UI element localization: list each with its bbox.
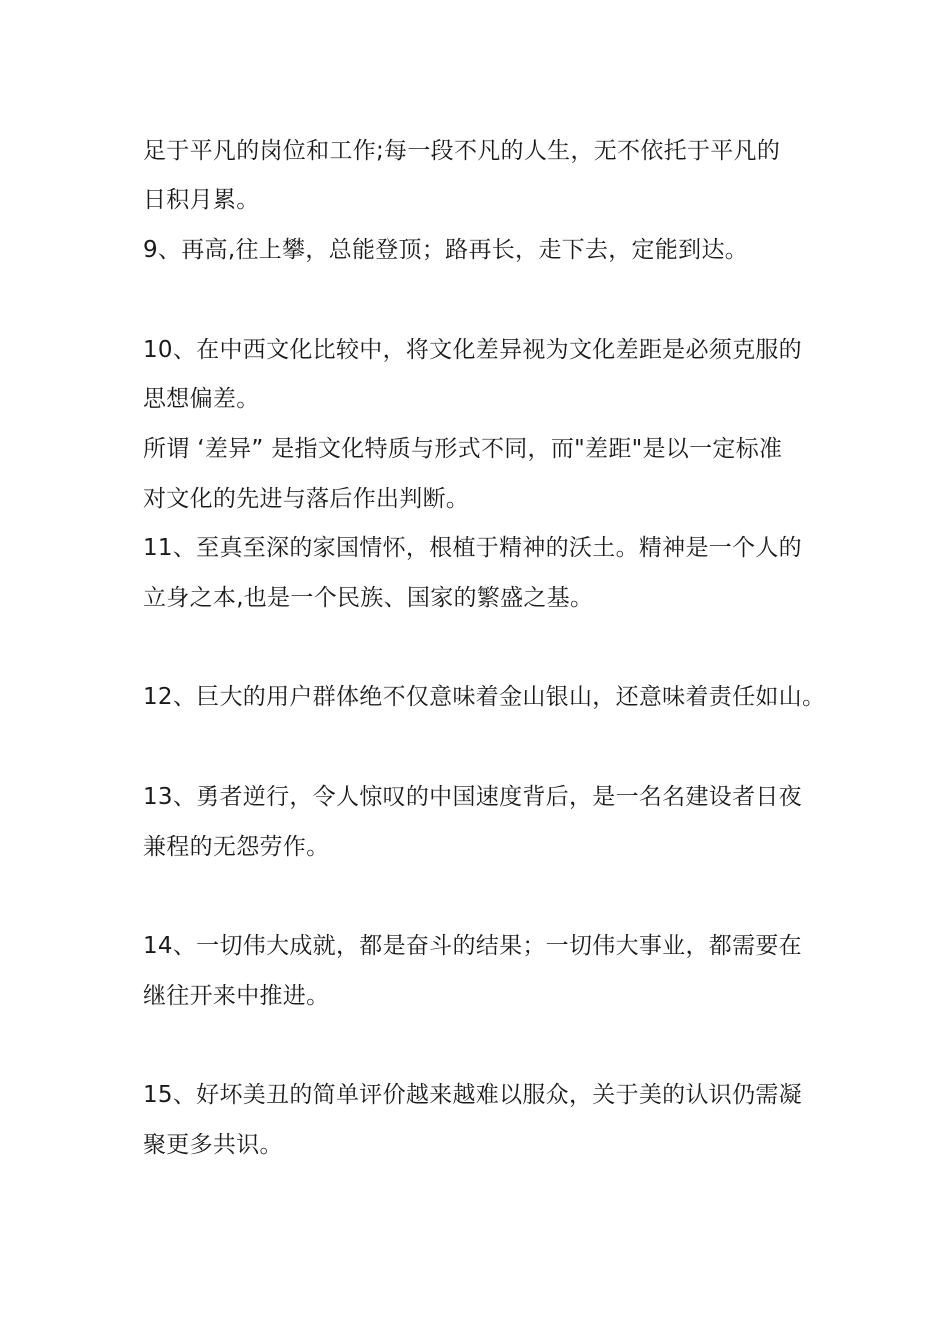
text-line: 日积月累。: [143, 187, 260, 213]
text-line: 12、巨大的用户群体绝不仅意味着金山银山，还意味着责任如山。: [143, 684, 826, 710]
text-line: 10、在中西文化比较中，将文化差异视为文化差距是必须克服的: [143, 337, 802, 363]
text-line: 9、再高,往上攀，总能登顶；路再长，走下去，定能到达。: [143, 237, 749, 263]
text-line: 兼程的无怨劳作。: [143, 834, 330, 860]
text-line: 15、好坏美丑的简单评价越来越难以服众，关于美的认识仍需凝: [143, 1082, 802, 1108]
text-line: 13、勇者逆行，令人惊叹的中国速度背后，是一名名建设者日夜: [143, 784, 802, 810]
text-line: 继往开来中推进。: [143, 983, 330, 1009]
text-line: 14、一切伟大成就，都是奋斗的结果；一切伟大事业，都需要在: [143, 933, 802, 959]
text-line: 对文化的先进与落后作出判断。: [143, 486, 470, 512]
text-line: 所谓 ‘差异” 是指文化特质与形式不同，而"差距"是以一定标准: [143, 436, 783, 462]
text-line: 聚更多共识。: [143, 1132, 283, 1158]
text-line: 11、至真至深的家国情怀，根植于精神的沃土。精神是一个人的: [143, 535, 802, 561]
text-line: 足于平凡的岗位和工作;每一段不凡的人生，无不依托于平凡的: [143, 138, 781, 164]
text-line: 立身之本,也是一个民族、国家的繁盛之基。: [143, 585, 594, 611]
text-line: 思想偏差。: [143, 386, 260, 412]
